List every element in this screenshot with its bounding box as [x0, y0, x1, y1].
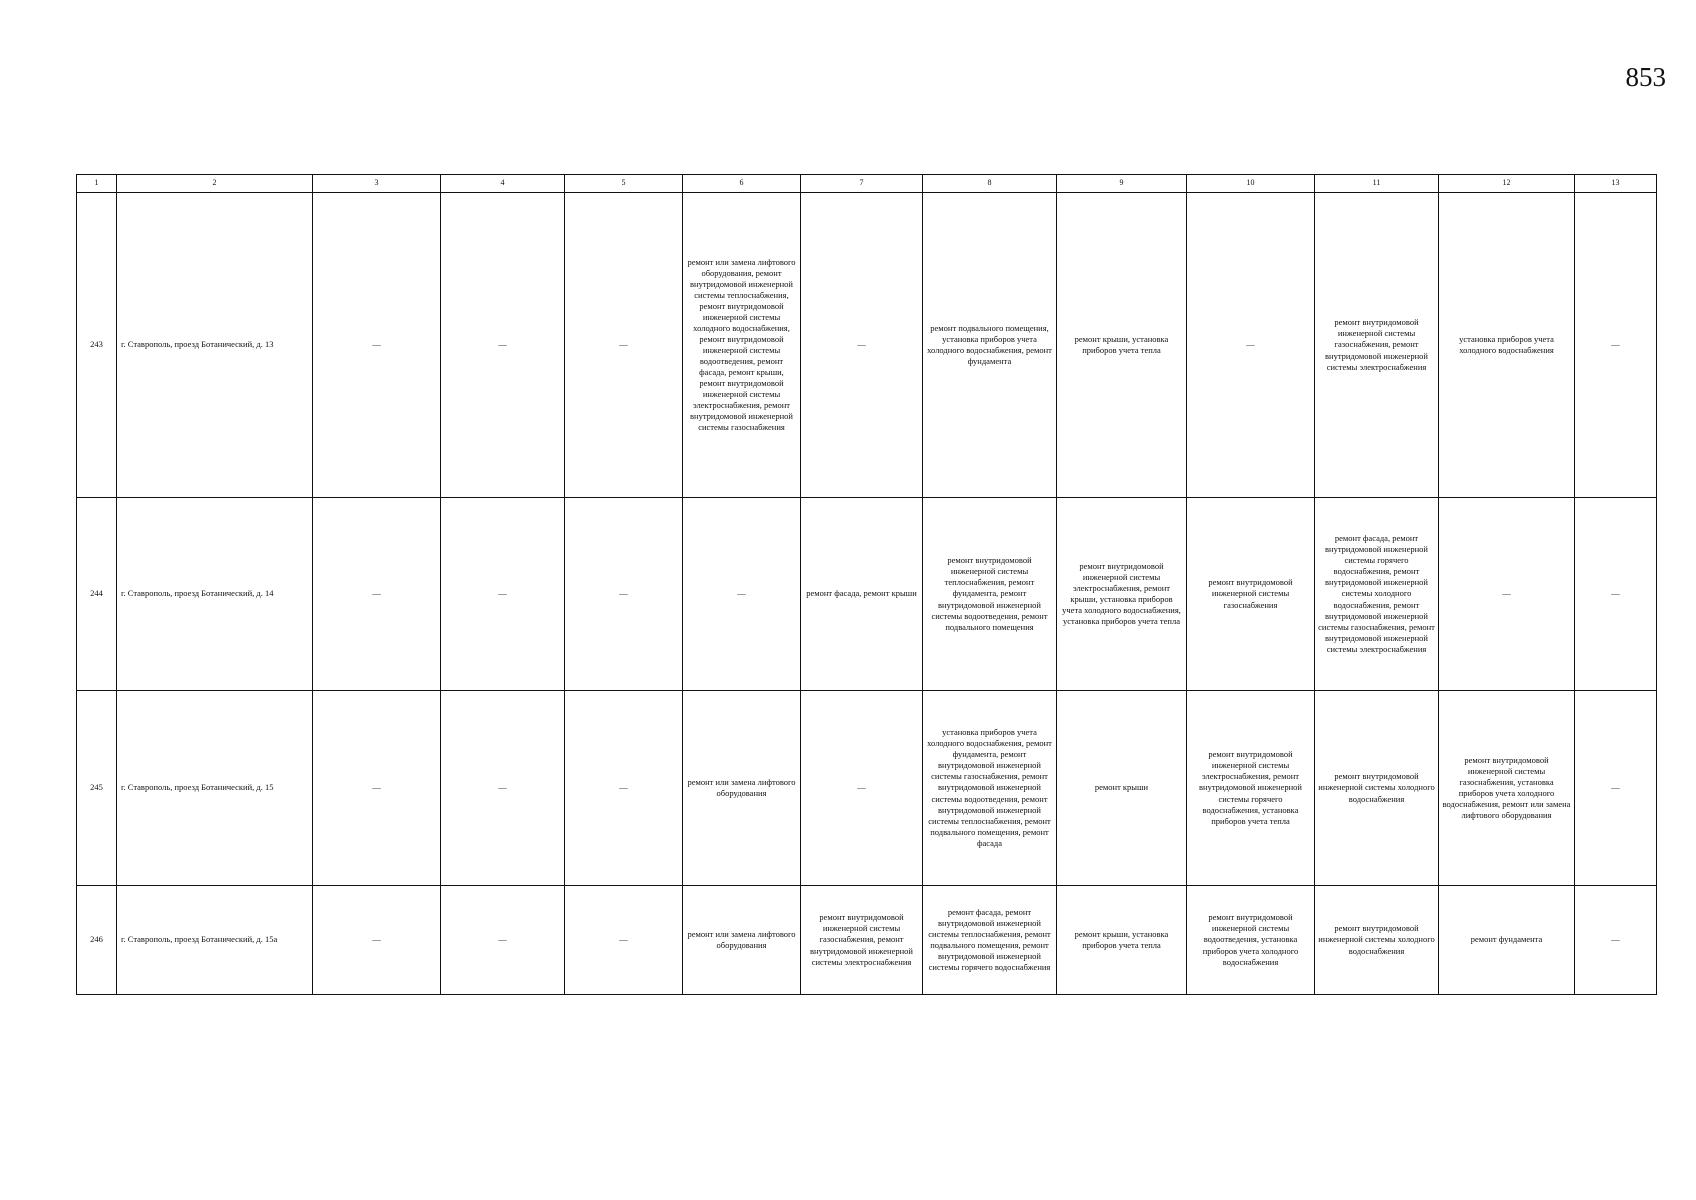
page-number: 853	[1625, 62, 1666, 92]
header-cell: 12	[1439, 175, 1575, 193]
header-cell: 3	[313, 175, 441, 193]
work-cell: ремонт внутридомовой инженерной системы электроснабжения, ремонт внутридомовой инженерной системы горячего водоснабжения, установка приборов учета тепла	[1187, 691, 1315, 886]
header-cell: 4	[441, 175, 565, 193]
work-cell: —	[313, 691, 441, 886]
work-cell: ремонт фундамента	[1439, 886, 1575, 995]
work-cell: —	[441, 193, 565, 498]
work-cell: —	[565, 193, 683, 498]
work-cell: ремонт внутридомовой инженерной системы газоснабжения, установка приборов учета холодного водоснабжения, ремонт или замена лифтового оборудования	[1439, 691, 1575, 886]
work-cell: ремонт крыши, установка приборов учета тепла	[1057, 886, 1187, 995]
work-cell: —	[565, 498, 683, 691]
header-cell: 9	[1057, 175, 1187, 193]
column-number-row	[77, 175, 1657, 193]
header-cell: 13	[1575, 175, 1657, 193]
table-row	[77, 886, 1657, 995]
work-cell: ремонт подвального помещения, установка приборов учета холодного водоснабжения, ремонт фундамента	[923, 193, 1057, 498]
work-cell: —	[441, 886, 565, 995]
work-cell: —	[801, 193, 923, 498]
header-cell: 7	[801, 175, 923, 193]
address-cell: г. Ставрополь, проезд Ботанический, д. 15	[117, 691, 313, 886]
work-cell: ремонт крыши, установка приборов учета тепла	[1057, 193, 1187, 498]
work-cell: —	[313, 193, 441, 498]
work-cell: ремонт фасада, ремонт внутридомовой инженерной системы теплоснабжения, ремонт подвального помещения, ремонт внутридомовой инженерной системы горячего водоснабжения	[923, 886, 1057, 995]
address-cell: г. Ставрополь, проезд Ботанический, д. 15а	[117, 886, 313, 995]
work-cell: —	[1187, 193, 1315, 498]
work-cell: —	[1575, 691, 1657, 886]
row-number: 244	[77, 498, 117, 691]
address-cell: г. Ставрополь, проезд Ботанический, д. 13	[117, 193, 313, 498]
work-cell: ремонт фасада, ремонт крыши	[801, 498, 923, 691]
row-number: 245	[77, 691, 117, 886]
work-cell: —	[565, 691, 683, 886]
row-number: 246	[77, 886, 117, 995]
work-cell: ремонт или замена лифтового оборудования	[683, 691, 801, 886]
work-cell: —	[441, 691, 565, 886]
header-cell: 2	[117, 175, 313, 193]
work-cell: —	[683, 498, 801, 691]
work-cell: —	[1575, 498, 1657, 691]
work-cell: —	[1575, 193, 1657, 498]
work-cell: установка приборов учета холодного водоснабжения	[1439, 193, 1575, 498]
work-cell: —	[801, 691, 923, 886]
work-cell: ремонт фасада, ремонт внутридомовой инженерной системы горячего водоснабжения, ремонт внутридомовой инженерной системы холодного водоснабжения, ремонт внутридомовой инженерной системы газоснабжения, ремонт внутридомовой инженерной системы электроснабжения	[1315, 498, 1439, 691]
work-cell: ремонт внутридомовой инженерной системы газоснабжения, ремонт внутридомовой инженерной системы электроснабжения	[1315, 193, 1439, 498]
work-cell: —	[441, 498, 565, 691]
work-cell: —	[313, 498, 441, 691]
header-cell: 11	[1315, 175, 1439, 193]
table-row	[77, 193, 1657, 498]
header-cell: 1	[77, 175, 117, 193]
work-cell: ремонт внутридомовой инженерной системы холодного водоснабжения	[1315, 691, 1439, 886]
work-cell: ремонт внутридомовой инженерной системы водоотведения, установка приборов учета холодного водоснабжения	[1187, 886, 1315, 995]
work-cell: ремонт внутридомовой инженерной системы газоснабжения	[1187, 498, 1315, 691]
work-cell: —	[313, 886, 441, 995]
work-cell: ремонт внутридомовой инженерной системы электроснабжения, ремонт крыши, установка приборов учета холодного водоснабжения, установка приборов учета тепла	[1057, 498, 1187, 691]
work-cell: ремонт внутридомовой инженерной системы теплоснабжения, ремонт фундамента, ремонт внутридомовой инженерной системы водоотведения, ремонт подвального помещения	[923, 498, 1057, 691]
work-cell: —	[565, 886, 683, 995]
header-cell: 10	[1187, 175, 1315, 193]
work-cell: установка приборов учета холодного водоснабжения, ремонт фундамента, ремонт внутридомовой инженерной системы газоснабжения, ремонт внутридомовой инженерной системы водоотведения, ремонт внутридомовой инженерной системы теплоснабжения, ремонт подвального помещения, ремонт фасада	[923, 691, 1057, 886]
schedule-table	[76, 174, 1657, 995]
work-cell: ремонт или замена лифтового оборудования, ремонт внутридомовой инженерной системы теплоснабжения, ремонт внутридомовой инженерной системы холодного водоснабжения, ремонт внутридомовой инженерной системы водоотведения, ремонт фасада, ремонт крыши, ремонт внутридомовой инженерной системы электроснабжения, ремонт внутридомовой инженерной системы газоснабжения	[683, 193, 801, 498]
header-cell: 5	[565, 175, 683, 193]
table-row	[77, 498, 1657, 691]
work-cell: —	[1575, 886, 1657, 995]
repair-schedule-table	[76, 174, 1656, 995]
work-cell: ремонт внутридомовой инженерной системы газоснабжения, ремонт внутридомовой инженерной системы электроснабжения	[801, 886, 923, 995]
header-cell: 6	[683, 175, 801, 193]
work-cell: ремонт крыши	[1057, 691, 1187, 886]
work-cell: ремонт или замена лифтового оборудования	[683, 886, 801, 995]
address-cell: г. Ставрополь, проезд Ботанический, д. 14	[117, 498, 313, 691]
header-cell: 8	[923, 175, 1057, 193]
table-row	[77, 691, 1657, 886]
row-number: 243	[77, 193, 117, 498]
work-cell: ремонт внутридомовой инженерной системы холодного водоснабжения	[1315, 886, 1439, 995]
work-cell: —	[1439, 498, 1575, 691]
